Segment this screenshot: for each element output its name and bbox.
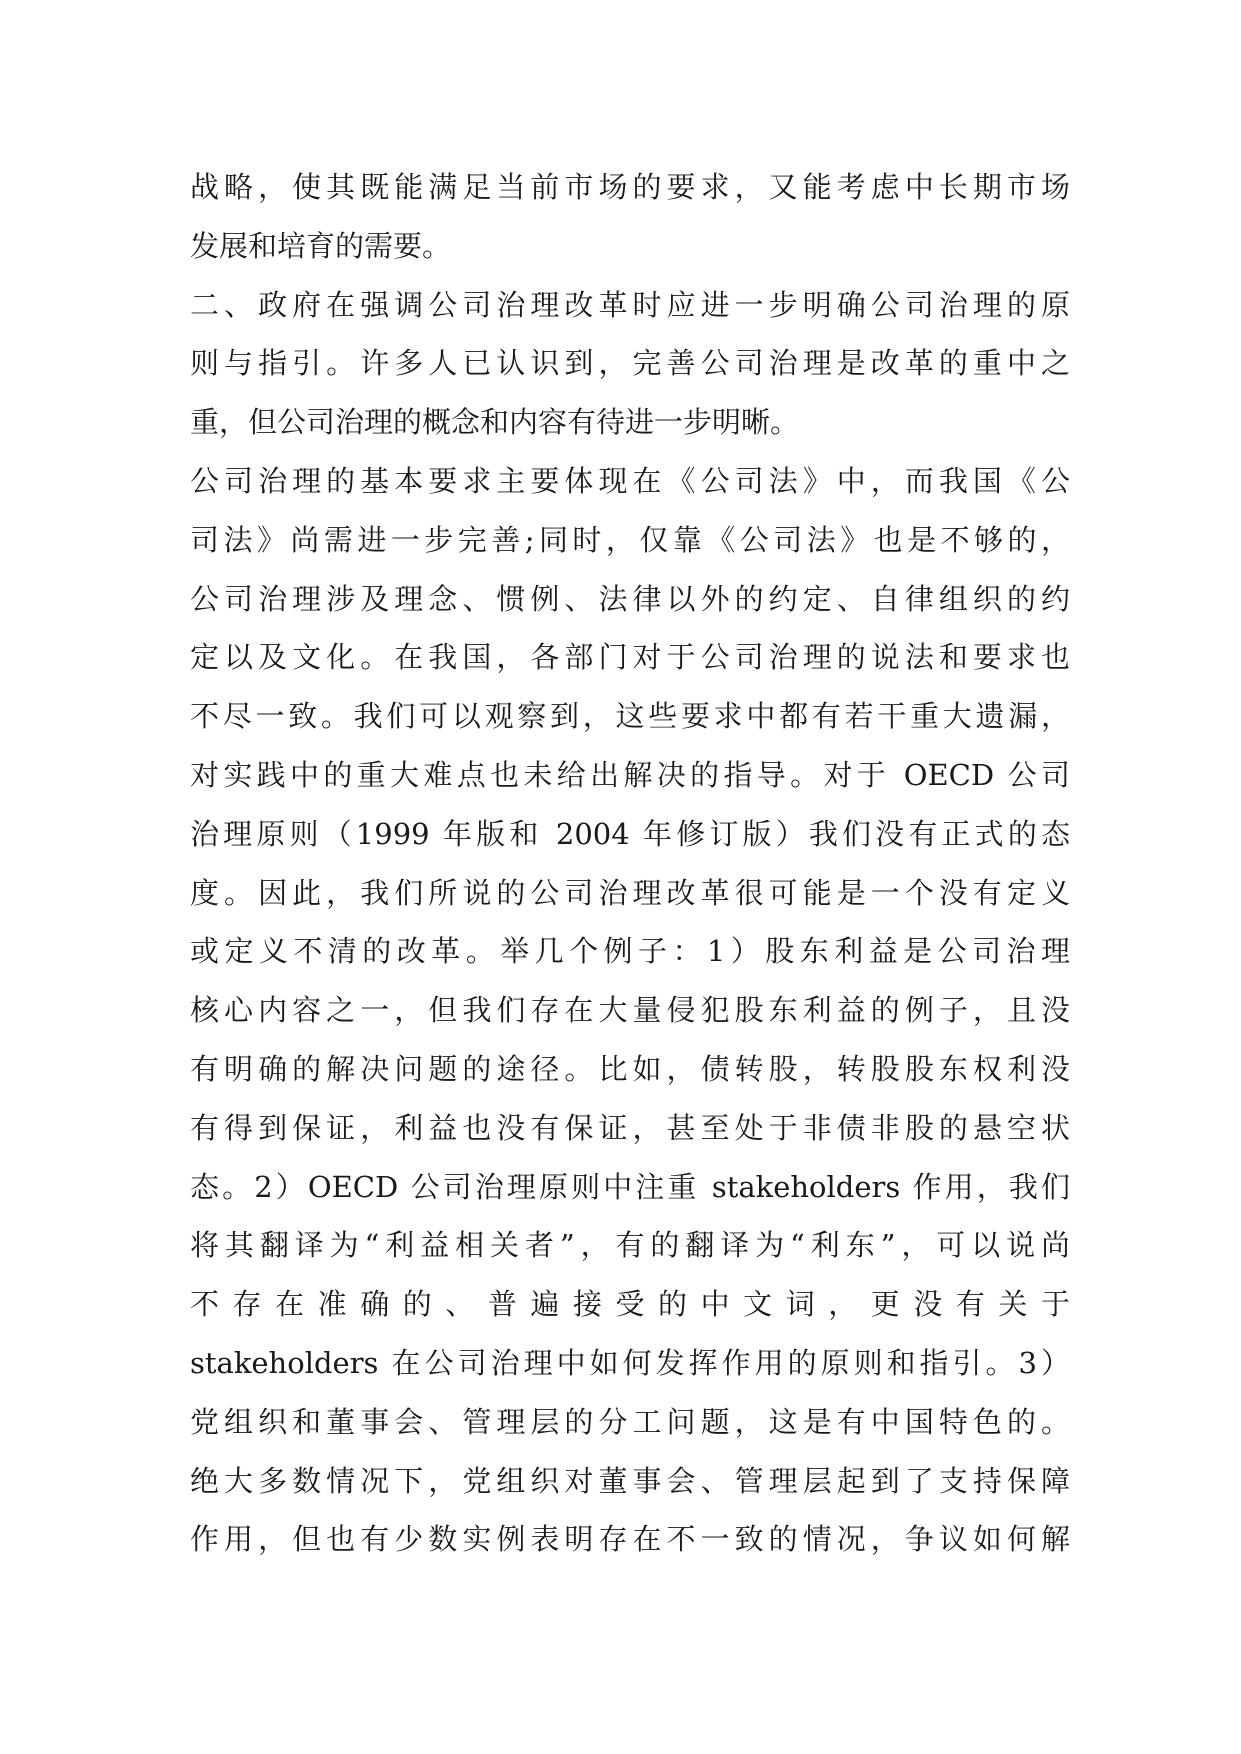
text-line: 公司治理的基本要求主要体现在《公司法》中，而我国《公 <box>190 463 1070 498</box>
text-line: 司法》尚需进一步完善;同时，仅靠《公司法》也是不够的， <box>190 522 1070 557</box>
text-line: 有得到保证，利益也没有保证，甚至处于非债非股的悬空状 <box>190 1110 1070 1145</box>
text-line: stakeholders 在公司治理中如何发挥作用的原则和指引。3） <box>190 1345 1070 1380</box>
text-line: 二、政府在强调公司治理改革时应进一步明确公司治理的原 <box>190 287 1070 322</box>
text-line: 有明确的解决问题的途径。比如，债转股，转股股东权利没 <box>190 1051 1070 1086</box>
body-text <box>190 158 1070 1569</box>
text-line: 战略，使其既能满足当前市场的要求，又能考虑中长期市场 <box>190 170 1070 204</box>
text-line: 绝大多数情况下，党组织对董事会、管理层起到了支持保障 <box>190 1463 1070 1498</box>
text-line: 公司治理涉及理念、惯例、法律以外的约定、自律组织的约 <box>190 581 1070 616</box>
text-line: 态。2）OECD 公司治理原则中注重 stakeholders 作用，我们 <box>190 1169 1070 1204</box>
text-line: 对实践中的重大难点也未给出解决的指导。对于 OECD 公司 <box>190 757 1070 792</box>
text-line: 核心内容之一，但我们存在大量侵犯股东利益的例子，且没 <box>190 993 1070 1028</box>
text-line: 作用，但也有少数实例表明存在不一致的情况，争议如何解 <box>190 1522 1070 1557</box>
text-line: 将其翻译为“利益相关者”，有的翻译为“利东”，可以说尚 <box>190 1228 1070 1263</box>
text-line: 治理原则（1999 年版和 2004 年修订版）我们没有正式的态 <box>190 816 1070 851</box>
text-line: 党组织和董事会、管理层的分工问题，这是有中国特色的。 <box>190 1404 1070 1439</box>
text-line: 定以及文化。在我国，各部门对于公司治理的说法和要求也 <box>190 640 1070 675</box>
text-line: 则与指引。许多人已认识到，完善公司治理是改革的重中之 <box>190 346 1070 381</box>
text-line: 重，但公司治理的概念和内容有待进一步明晰。 <box>190 405 800 440</box>
text-line: 发展和培育的需要。 <box>190 228 452 263</box>
text-line: 或定义不清的改革。举几个例子：1）股东利益是公司治理 <box>190 934 1070 969</box>
text-line: 度。因此，我们所说的公司治理改革很可能是一个没有定义 <box>190 875 1070 910</box>
text-line: 不存在准确的、普遍接受的中文词，更没有关于 <box>190 1287 1070 1322</box>
text-line: 不尽一致。我们可以观察到，这些要求中都有若干重大遗漏， <box>190 699 1070 734</box>
